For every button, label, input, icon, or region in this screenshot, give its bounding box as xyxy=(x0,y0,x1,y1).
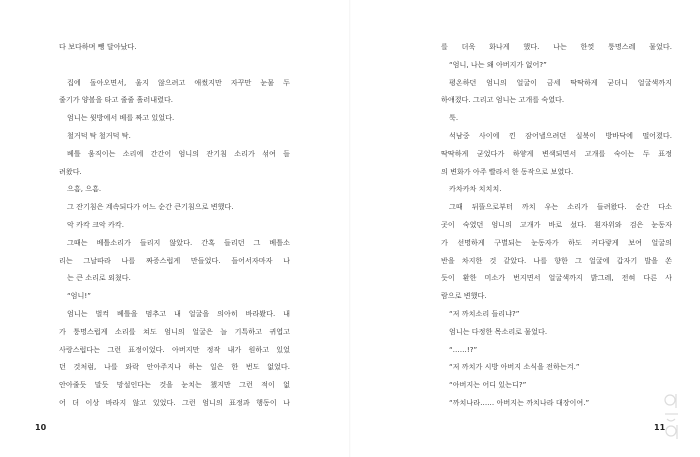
text-line: 가 퉁명스럽게 소리를 쳐도 엄니의 얼굴은 늘 기특하고 귀엽고 xyxy=(59,326,290,336)
text-line: 다 보다하며 뺑 달아났다. xyxy=(59,42,137,51)
text-line: 평온하던 엄니의 얼굴이 금세 딱딱하게 굳더니 얼굴색까지 xyxy=(449,77,672,87)
text-line: “아버지는 어디 있는디?” xyxy=(449,380,527,390)
text-line: “……!?” xyxy=(449,344,478,354)
text-line: 반을 차지한 것 같았다. 나를 향한 그 얼굴에 갑자기 발을 쏜 xyxy=(441,255,672,265)
text-line: 어 더 이상 바라지 않고 있었다. 그런 엄니의 표정과 행동이 나 xyxy=(59,397,290,407)
text-line: “저 까치소리 들리냐?” xyxy=(449,308,520,318)
text-line: 철거덕 탁 철거덕 탁. xyxy=(67,130,131,140)
text-line: 그때는 베틀소리가 들리지 않았다. 간혹 들리던 그 베틀소 xyxy=(67,237,290,247)
text-line: 석남중 사이에 낀 잠어낼으려던 실북이 방바닥에 떨어졌다. xyxy=(449,130,672,140)
text-line: 엄니는 벌컥 베틀을 멈추고 내 얼굴을 의아히 바라봤다. 내 xyxy=(67,308,290,318)
text-line: 리는 그날따라 나를 짜증스럽게 만들었다. 들어서자마자 나 xyxy=(59,255,290,265)
text-line: 곳이 숙였던 엄니의 고개가 바로 섰다. 흰자위와 검은 눈동자 xyxy=(441,219,672,229)
page-number: 11 xyxy=(654,423,666,432)
text-line: “까치나라…… 아버지는 까치나라 대장이여.” xyxy=(449,397,590,407)
text-line: 줄기가 양볼을 타고 줄줄 흘러내렸다. xyxy=(59,95,174,105)
text-line: “엄니, 나는 왜 아버지가 없어?” xyxy=(449,59,547,69)
text-line: 딱딱하게 굳었다가 하얗게 변색되면서 고개를 숙이는 두 표정 xyxy=(441,148,672,158)
text-line: 가 선명하게 구별되는 눈동자가 하도 커다랗게 보여 얼굴의 xyxy=(441,237,672,247)
text-line: 엄니는 윗방에서 베를 짜고 있었다. xyxy=(67,113,175,123)
text-line: 집에 돌아오면서, 울지 않으려고 애썼지만 자꾸만 눈물 두 xyxy=(67,77,290,87)
text-line: 베틀 움직이는 소리에 간간이 엄니의 잔기침 소리가 섞여 들 xyxy=(67,148,290,158)
text-line: 던 것처럼, 나를 와락 안아주지나 하는 일은 한 번도 없었다. xyxy=(59,362,290,372)
text-line: 그 잔기침은 계속되다가 어느 순간 큰기침으로 변했다. xyxy=(67,202,234,212)
text-line: 는 큰 소리로 외쳤다. xyxy=(67,273,131,283)
text-line: “저 까치가 시방 아버지 소식을 전하는겨.” xyxy=(449,362,580,372)
text-line: 엄니는 다정한 목소리로 물었다. xyxy=(449,326,548,336)
text-line: 하얘졌다. 그리고 엄니는 고개를 숙였다. xyxy=(441,95,565,105)
right-page-text xyxy=(441,38,672,412)
text-line: 듯이 환한 미소가 번지면서 얼굴색까지 밝그레, 전혀 다른 사 xyxy=(441,273,672,283)
left-page-text xyxy=(59,38,290,412)
decorative-watermark-graphic xyxy=(662,392,680,442)
text-line: 를 더욱 화나게 했다. 나는 한껏 퉁명스레 물었다. xyxy=(441,42,672,51)
text-line: “엄니!” xyxy=(67,291,91,301)
text-line: 람으로 변했다. xyxy=(441,291,487,301)
text-line: 그때 뒤뜰으로부터 까치 우는 소리가 들려왔다. 순간 다소 xyxy=(449,202,672,212)
page-gutter xyxy=(349,0,351,457)
text-line: 의 변화가 아주 빨라서 한 동작으로 보였다. xyxy=(441,166,574,176)
decorative-watermark xyxy=(662,392,680,442)
text-line: 툭. xyxy=(449,113,459,123)
text-line: 카차카차 치치치. xyxy=(449,184,502,194)
page-number: 10 xyxy=(35,423,47,432)
text-line: 으흠, 으흠. xyxy=(67,184,102,194)
text-line: 안아줄듯 말듯 망설인다는 것을 눈치는 챘지만 그런 적이 없 xyxy=(59,380,290,390)
text-line: 사랑스럽다는 그런 표정이었다. 아버지만 정작 내가 원하고 있었 xyxy=(59,344,290,354)
text-line: 려왔다. xyxy=(59,166,82,176)
text-line: 악 카칵 크악 카칵. xyxy=(67,219,124,229)
